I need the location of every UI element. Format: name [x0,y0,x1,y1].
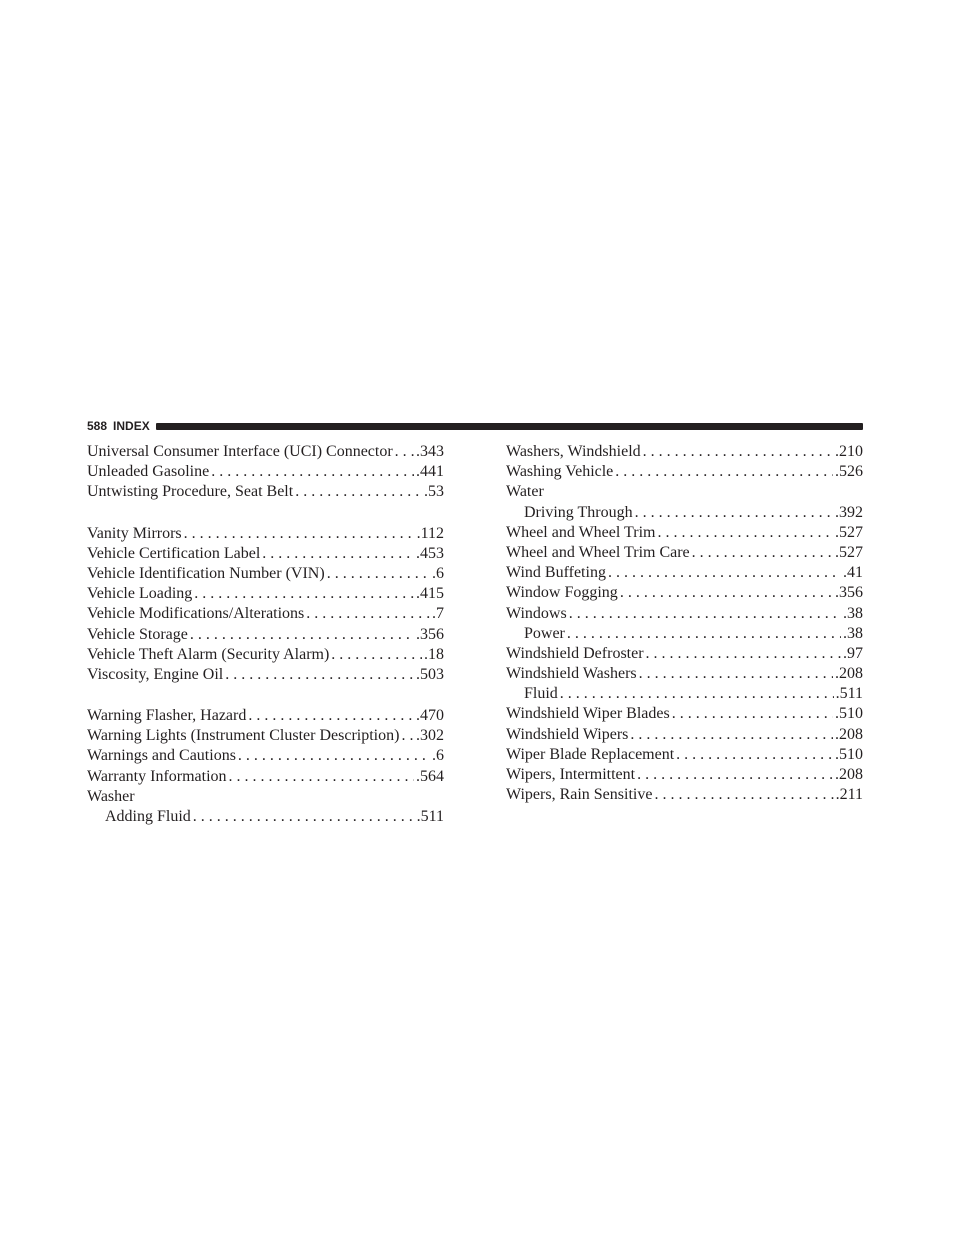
dot-leader [635,503,833,523]
entry-page-number: .18 [424,645,444,663]
dot-leader [608,563,841,583]
index-subentry [506,503,863,523]
dot-leader [262,544,414,564]
entry-page-number: .453 [416,544,444,562]
index-entry [506,442,863,462]
entry-page-number: .510 [835,705,863,723]
dot-leader [395,442,414,462]
dot-leader [306,604,430,624]
entry-page-number: .511 [416,808,444,825]
dot-leader [229,767,414,787]
dot-leader [248,706,414,726]
entry-page-number: .356 [416,625,444,643]
index-entry [87,645,444,665]
index-entry [506,664,863,684]
index-entry [87,625,444,645]
header-rule [156,423,863,430]
dot-leader [630,725,833,745]
entry-page-number: .526 [835,463,863,481]
dot-leader [639,664,833,684]
entry-page-number: .527 [835,523,863,541]
dot-leader [657,523,833,543]
index-entry [87,564,444,584]
index-column-right [506,442,863,805]
entry-page-number: .6 [432,747,444,765]
entry-page-number: .392 [835,503,863,521]
index-entry [506,583,863,603]
entry-label: Washing Vehicle [506,463,614,481]
entry-page-number: .510 [835,745,863,763]
entry-label: Wind Buffeting [506,564,606,582]
entry-label: Unleaded Gasoline [87,463,210,481]
entry-label: Windshield Wiper Blades [506,705,670,723]
entry-page-number: .211 [835,786,863,804]
entry-page-number: .302 [416,727,444,745]
dot-leader [211,462,414,482]
entry-label: Universal Consumer Interface (UCI) Connector [87,443,393,460]
index-entry [506,563,863,583]
entry-label: Vehicle Modifications/Alterations [87,605,305,623]
dot-leader [672,704,833,724]
dot-leader [643,442,833,462]
entry-label: Adding Fluid [105,808,191,825]
dot-leader [295,482,422,502]
entry-label: Warranty Information [87,767,227,785]
index-entry [506,785,863,805]
entry-page-number: .470 [416,707,444,725]
dot-leader [190,625,414,645]
entry-page-number: .7 [432,605,444,623]
dot-leader [238,746,430,766]
entry-label: Driving Through [524,503,633,521]
dot-leader [654,785,833,805]
letter-group-gap [87,503,444,524]
entry-page-number: .343 [416,443,444,460]
index-heading: Washer [87,787,135,805]
dot-leader [184,524,415,544]
entry-label: Warning Flasher, Hazard [87,707,247,725]
entry-page-number: .38 [843,604,863,622]
dot-leader [615,462,833,482]
entry-page-number: .38 [843,624,863,642]
index-entry [87,726,444,746]
dot-leader [567,624,841,644]
index-entry [506,644,863,664]
letter-group-gap [87,685,444,706]
dot-leader [676,745,833,765]
entry-label: Vehicle Identification Number (VIN) [87,564,325,582]
entry-page-number: .208 [835,766,863,783]
index-entry [506,704,863,724]
index-entry [506,725,863,745]
index-entry [506,765,863,785]
section-title: INDEX [113,419,150,433]
entry-label: Windshield Wipers [506,725,629,743]
index-entry [87,746,444,766]
dot-leader [331,645,422,665]
entry-page-number: .441 [416,463,444,481]
index-column-left [87,442,444,827]
entry-label: Viscosity, Engine Oil [87,665,224,683]
entry-label: Vehicle Theft Alarm (Security Alarm) [87,645,330,663]
dot-leader [193,807,415,827]
running-header [87,414,863,438]
index-subentry [506,684,863,704]
index-heading: Water [506,483,544,501]
index-entry [506,523,863,543]
entry-label: Windshield Defroster [506,644,644,662]
index-entry [87,482,444,502]
entry-page-number: .208 [835,665,863,683]
entry-page-number: .53 [424,483,444,501]
entry-page-number: .415 [416,585,444,603]
index-entry [87,462,444,482]
entry-page-number: .97 [843,644,863,662]
entry-label: Window Fogging [506,584,618,602]
dot-leader [692,543,833,563]
dot-leader [637,765,833,785]
entry-label: Vehicle Certification Label [87,544,261,562]
entry-page-number: .564 [416,767,444,785]
index-subentry [506,624,863,644]
entry-page-number: .112 [416,524,444,542]
dot-leader [327,564,430,584]
entry-page-number: .356 [835,584,863,602]
entry-label: Warning Lights (Instrument Cluster Description) [87,727,400,745]
entry-label: Vehicle Storage [87,625,188,643]
entry-page-number: .6 [432,564,444,582]
entry-page-number: .503 [416,665,444,683]
page-number: 588 [87,419,108,433]
entry-label: Windows [506,604,567,622]
index-entry [506,543,863,563]
entry-page-number: .527 [835,543,863,561]
entry-label: Wipers, Rain Sensitive [506,786,653,804]
index-entry [87,524,444,544]
dot-leader [194,584,414,604]
index-entry [87,604,444,624]
index-entry [87,544,444,564]
index-subentry [87,807,444,827]
index-entry [506,745,863,765]
entry-label: Wheel and Wheel Trim Care [506,543,690,561]
entry-label: Wipers, Intermittent [506,766,636,783]
index-entry [506,604,863,624]
index-entry [87,584,444,604]
dot-leader [401,726,414,746]
dot-leader [560,684,834,704]
index-entry [87,442,444,462]
entry-page-number: .210 [835,443,863,460]
entry-label: Power [524,624,565,642]
entry-label: Untwisting Procedure, Seat Belt [87,483,294,501]
index-entry [87,706,444,726]
dot-leader [646,644,841,664]
entry-label: Wheel and Wheel Trim [506,523,656,541]
dot-leader [569,604,841,624]
entry-label: Vehicle Loading [87,585,193,603]
entry-label: Fluid [524,685,558,703]
entry-page-number: .41 [843,564,863,582]
index-entry [87,665,444,685]
entry-label: Warnings and Cautions [87,747,236,765]
entry-label: Washers, Windshield [506,443,641,460]
entry-page-number: .208 [835,725,863,743]
entry-label: Windshield Washers [506,665,637,683]
dot-leader [620,583,833,603]
entry-label: Vanity Mirrors [87,524,182,542]
entry-page-number: .511 [835,685,863,703]
index-entry [87,767,444,787]
index-entry [506,462,863,482]
dot-leader [225,665,414,685]
entry-label: Wiper Blade Replacement [506,745,675,763]
